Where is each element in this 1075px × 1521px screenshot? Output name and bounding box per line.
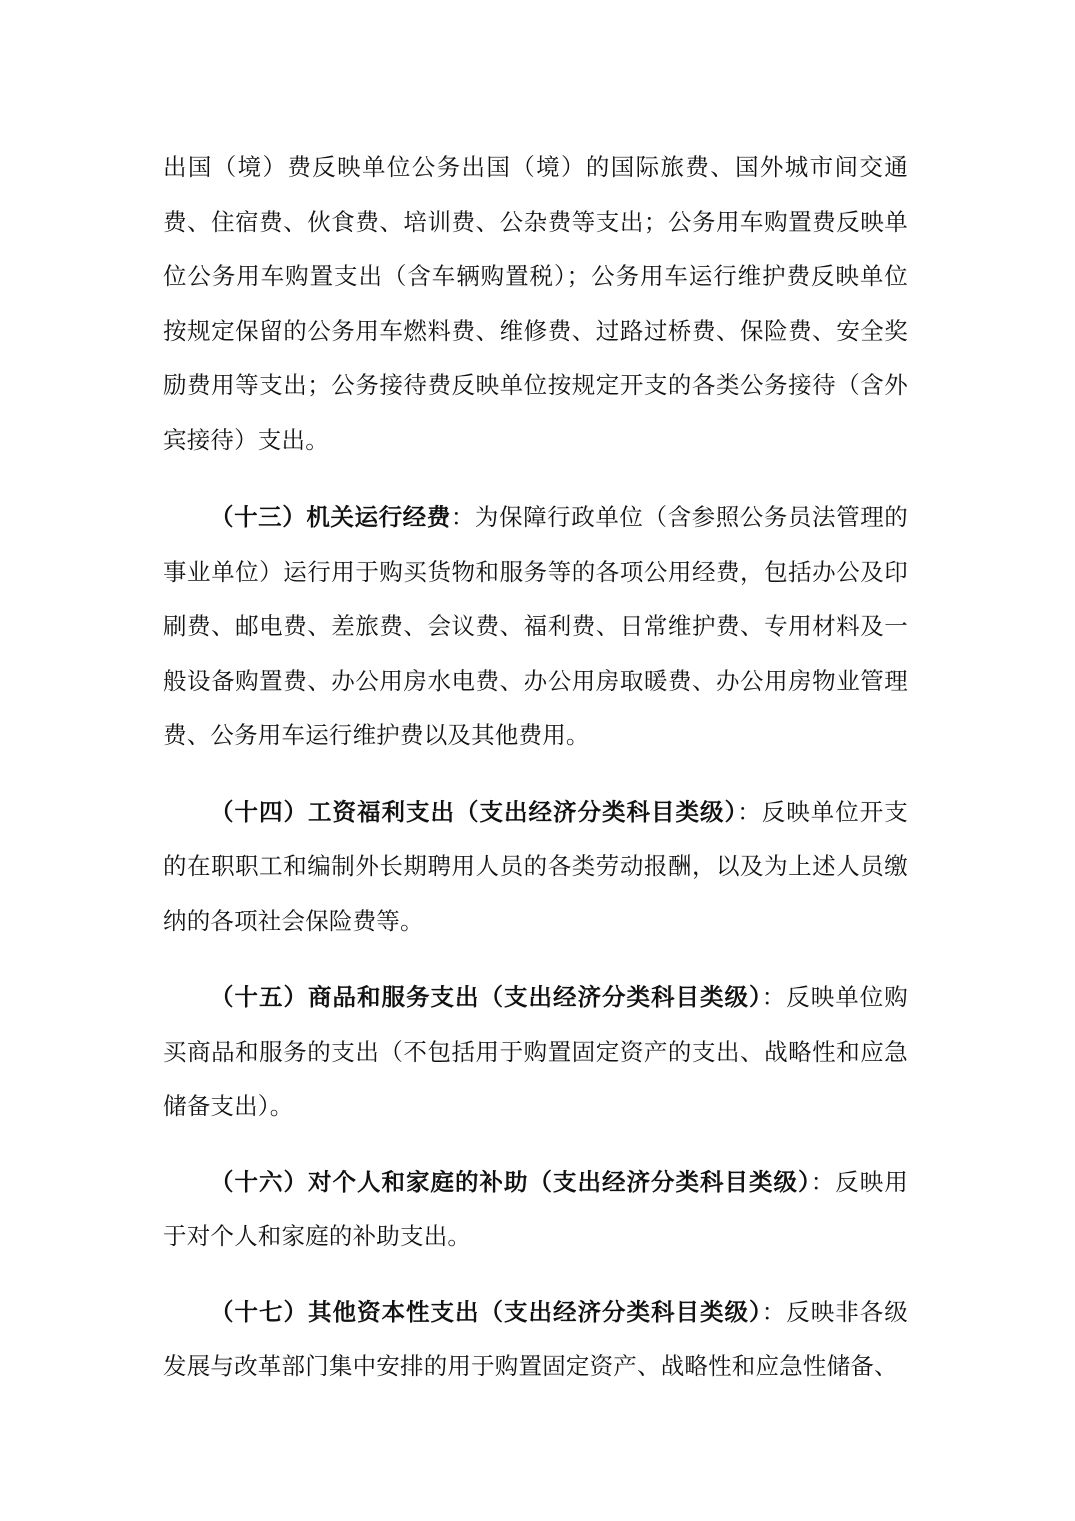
paragraph-body: ：反映单位购买商品和服务的支出（不包括用于购置固定资产的支出、战略性和应急储备支出）。 [163,983,908,1120]
paragraph-15 [163,970,908,1134]
paragraph-body: ：为保障行政单位（含参照公务员法管理的事业单位）运行用于购买货物和服务等的各项公用经费，包括办公及印刷费、邮电费、差旅费、会议费、福利费、日常维护费、专用材料及一般设备购置费、办公用房水电费、办公用房取暖费、办公用房物业管理费、公务用车运行维护费以及其他费用。 [163,503,908,749]
paragraph-13 [163,490,908,763]
paragraph-body: ：反映用于对个人和家庭的补助支出。 [163,1167,909,1250]
paragraph-17 [163,1285,908,1394]
paragraph-16 [163,1155,908,1264]
paragraph-heading: （十五）商品和服务支出（支出经济分类科目类级） [210,983,762,1011]
paragraph-body: ：反映单位开支的在职职工和编制外长期聘用人员的各类劳动报酬，以及为上述人员缴纳的各项社会保险费等。 [163,797,908,935]
paragraph-body: 出国（境）费反映单位公务出国（境）的国际旅费、国外城市间交通费、住宿费、伙食费、培训费、公杂费等支出；公务用车购置费反映单位公务用车购置支出（含车辆购置税）；公务用车运行维护费反映单位按规定保留的公务用车燃料费、维修费、过路过桥费、保险费、安全奖励费用等支出；公务接待费反映单位按规定开支的各类公务接待（含外宾接待）支出。 [163,153,908,454]
paragraph-heading: （十七）其他资本性支出（支出经济分类科目类级） [210,1297,762,1326]
paragraph-heading: （十三）机关运行经费 [210,503,451,531]
paragraph-body: ：反映非各级发展与改革部门集中安排的用于购置固定资产、战略性和应急性储备、 [163,1297,908,1380]
paragraph-14 [163,785,908,949]
document-page [163,140,908,1394]
paragraph-heading: （十六）对个人和家庭的补助（支出经济分类科目类级） [210,1167,811,1196]
paragraph-continuation [163,140,908,467]
paragraph-heading: （十四）工资福利支出（支出经济分类科目类级） [210,797,738,826]
